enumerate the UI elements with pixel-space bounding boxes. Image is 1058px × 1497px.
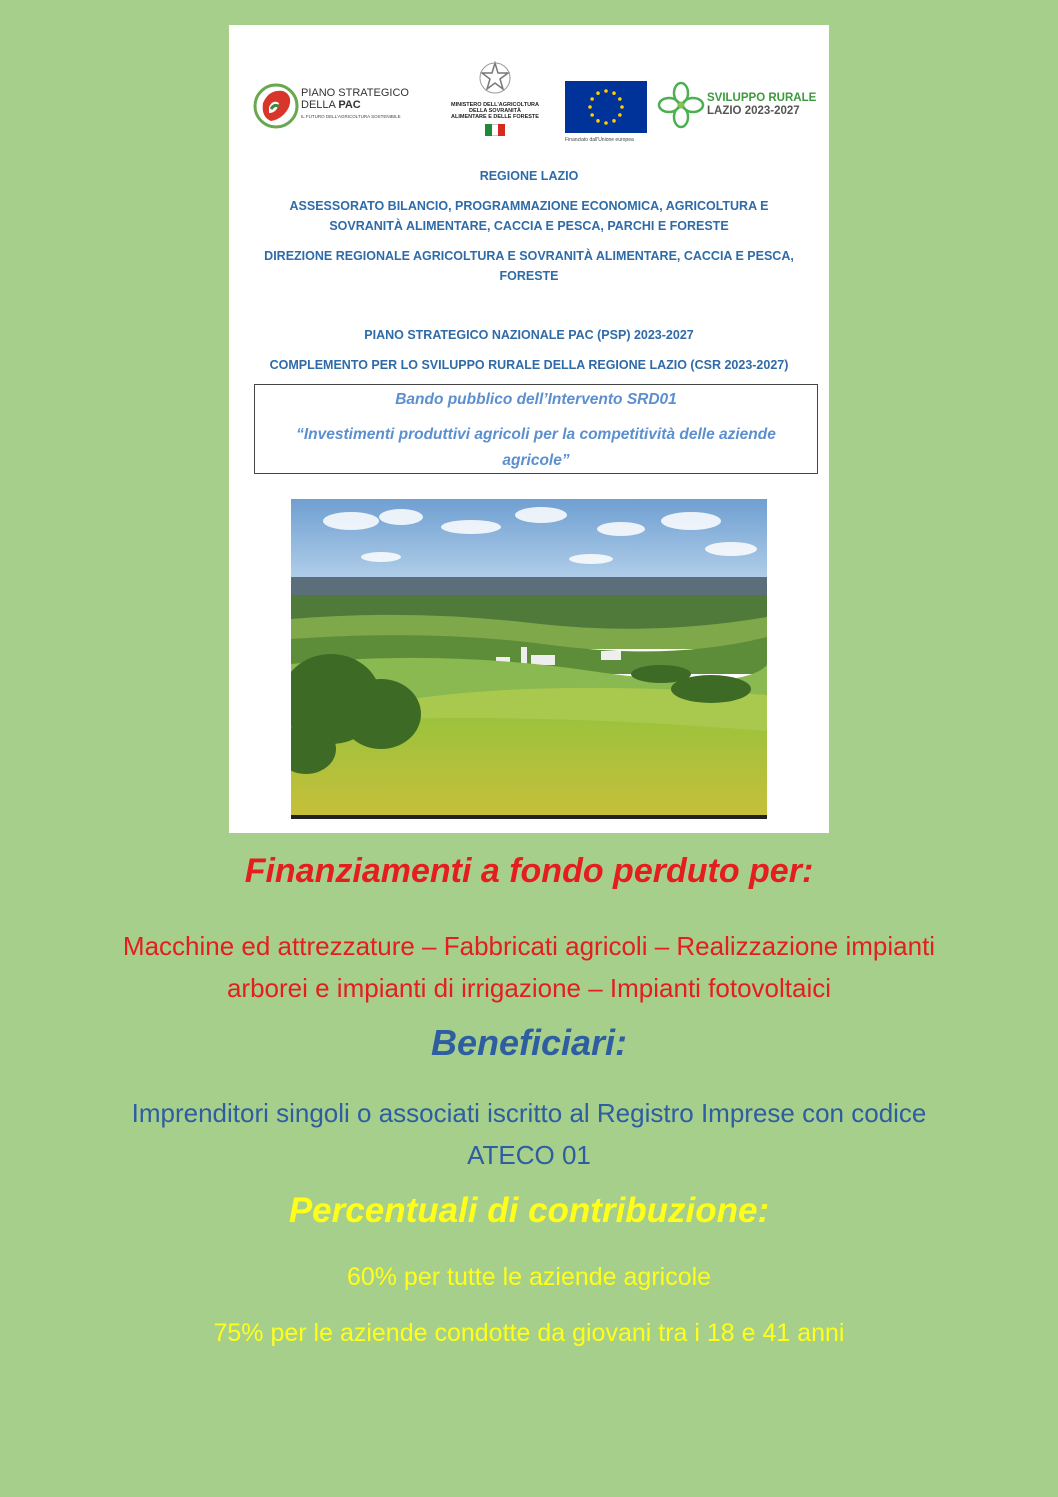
logo-strip bbox=[229, 53, 829, 148]
finanziamenti-text: Macchine ed attrezzature – Fabbricati agricoli – Realizzazione impianti arborei e impianti di irrigazione – Impianti fotovoltaici bbox=[122, 931, 936, 1003]
sviluppo-rurale-text: SVILUPPO RURALE LAZIO 2023-2027 bbox=[707, 92, 817, 117]
italian-emblem-icon bbox=[477, 61, 513, 95]
sviluppo-rurale-logo bbox=[657, 81, 822, 135]
eu-star-icon bbox=[620, 105, 624, 109]
farmland-photo bbox=[291, 499, 767, 819]
leaf-flower-icon bbox=[657, 81, 705, 129]
eu-star-icon bbox=[604, 121, 608, 125]
eu-logo bbox=[565, 81, 649, 151]
percentuali-heading: Percentuali di contribuzione: bbox=[288, 1191, 770, 1230]
pac-logo bbox=[253, 81, 423, 135]
eu-star-icon bbox=[612, 91, 616, 95]
eu-star-icon bbox=[596, 119, 600, 123]
beneficiari-text: Imprenditori singoli o associati iscritto al Registro Imprese con codice ATECO 01 bbox=[131, 1098, 927, 1170]
ministero-logo bbox=[451, 61, 539, 151]
percentuale-60: 60% per tutte le aziende agricole bbox=[346, 1263, 712, 1291]
eu-star-icon bbox=[590, 113, 594, 117]
beneficiari-heading: Beneficiari: bbox=[430, 1022, 628, 1063]
regione-title: REGIONE LAZIO bbox=[479, 169, 579, 183]
eu-flag-icon bbox=[565, 81, 647, 133]
eu-star-icon bbox=[588, 105, 592, 109]
complemento-title: COMPLEMENTO PER LO SVILUPPO RURALE DELLA REGIONE LAZIO (CSR 2023-2027) bbox=[269, 358, 789, 372]
ministero-name: MINISTERO DELL'AGRICOLTURA DELLA SOVRANITÀ ALIMENTARE E DELLE FORESTE bbox=[451, 102, 539, 120]
eu-star-icon bbox=[618, 97, 622, 101]
pac-emblem-icon bbox=[253, 83, 299, 129]
pac-logo-subtitle: IL FUTURO DELL'AGRICOLTURA SOSTENIBILE bbox=[301, 114, 401, 119]
eu-star-icon bbox=[590, 97, 594, 101]
eu-star-icon bbox=[604, 89, 608, 93]
assessorato-title: ASSESSORATO BILANCIO, PROGRAMMAZIONE ECONOMICA, AGRICOLTURA E SOVRANITÀ ALIMENTARE, CACCIA E PESCA, PARCHI E FORESTE bbox=[289, 199, 769, 233]
bando-title: “Investimenti produttivi agricoli per la competitività delle aziende agricole” bbox=[296, 426, 776, 469]
document-cover bbox=[229, 25, 829, 833]
percentuale-75: 75% per le aziende condotte da giovani tra i 18 e 41 anni bbox=[213, 1319, 845, 1347]
piano-title: PIANO STRATEGICO NAZIONALE PAC (PSP) 2023-2027 bbox=[364, 328, 694, 342]
bando-box bbox=[254, 384, 818, 474]
pac-logo-text: PIANO STRATEGICO DELLA PAC bbox=[301, 87, 409, 111]
direzione-title: DIREZIONE REGIONALE AGRICOLTURA E SOVRANITÀ ALIMENTARE, CACCIA E PESCA, FORESTE bbox=[264, 249, 794, 283]
bando-label: Bando pubblico dell’Intervento SRD01 bbox=[395, 391, 677, 408]
eu-star-icon bbox=[618, 113, 622, 117]
eu-caption: Finanziato dall'Unione europea bbox=[565, 137, 634, 143]
eu-star-icon bbox=[612, 119, 616, 123]
eu-star-icon bbox=[596, 91, 600, 95]
italian-flag-icon bbox=[485, 124, 505, 136]
finanziamenti-heading: Finanziamenti a fondo perduto per: bbox=[244, 852, 814, 890]
